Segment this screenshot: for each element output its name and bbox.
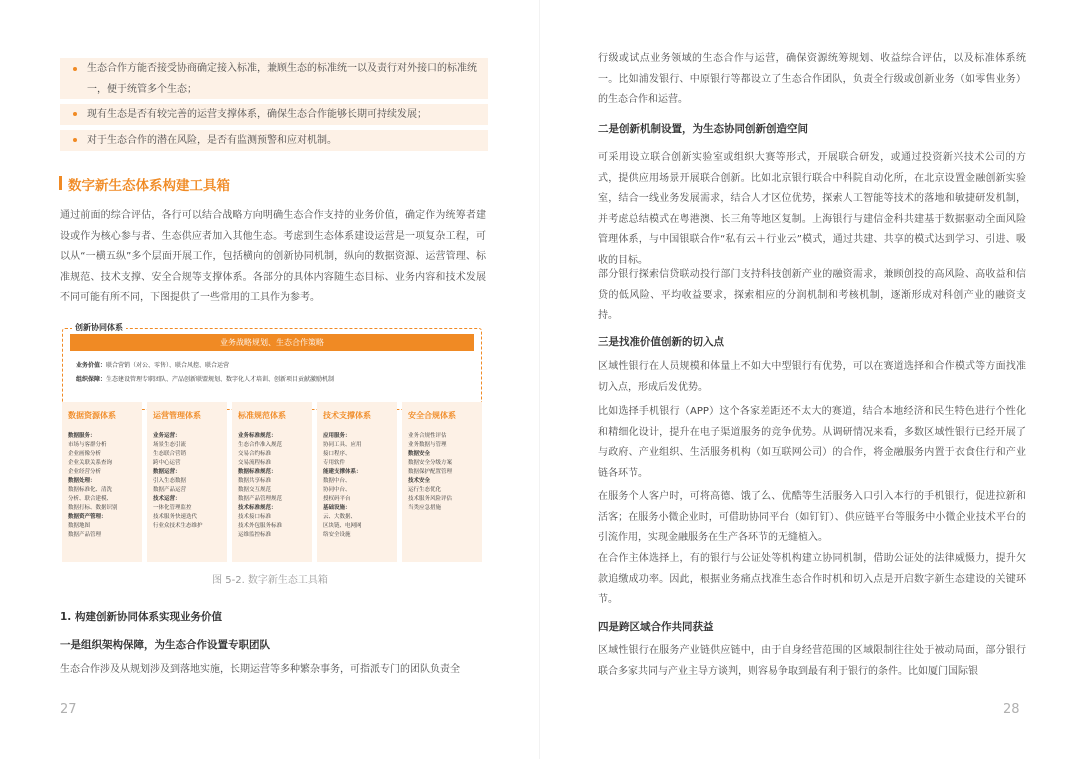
column-item: 引入生态数据 [153, 478, 187, 484]
page-number: 27 [60, 702, 77, 717]
body-paragraph: 在合作主体选择上，有的银行与公证处等机构建立协同机制，借助公证处的法律威慑力，提升欠款追缴成功率。因此，根据业务痛点找准生态合作时机和切入点是开启数字新生态建设的关键环节。 [598, 553, 1026, 605]
subsection-heading: 1. 构建创新协同体系实现业务价值 [60, 611, 222, 623]
column-item: 数据服务： [68, 433, 96, 439]
bullet-text: 现有生态是否有较完善的运营支撑体系，确保生态合作能够长期可持续发展； [87, 109, 427, 120]
column-item: 交易流程标准 [238, 460, 272, 466]
column-item: 一体化管理监控 [153, 505, 192, 511]
column-item: 数据产品运营 [153, 487, 187, 493]
body-paragraph: 区域性银行在服务产业链供应链中，由于自身经营范围的区域限制往往处于被动局面，部分银行联合多家共同与产业主导方谈判，则容易争取到最有利于银行的条件。比如厦门国际银 [598, 645, 1026, 677]
column-data-resources [62, 402, 142, 562]
column-item: 业务合规性评估 [408, 433, 447, 439]
bullet-dot-icon [73, 138, 77, 142]
column-item: 区块链、电网网 [323, 523, 362, 529]
column-item: 协同中台、 [323, 487, 351, 493]
body-paragraph: 行级或试点业务领域的生态合作与运营，确保资源统筹规划、收益综合评估，以及标准体系统一。比如浦发银行、中原银行等都设立了生态合作团队，负责全行级或创新业务（如零售业务）的生态合作和运营。 [598, 53, 1026, 105]
bullet-text: 对于生态合作的潜在风险，是否有监测预警和应对机制。 [87, 135, 337, 146]
point-heading: 二是创新机制设置，为生态协同创新创造空间 [598, 123, 808, 135]
figure-caption: 图 5-2. 数字新生态工具箱 [212, 575, 328, 586]
column-item: 能建支撑体系： [323, 469, 362, 475]
column-item: 生态合作准入规范 [238, 442, 283, 448]
toolbox-figure [62, 322, 482, 562]
point-heading: 三是找准价值创新的切入点 [598, 336, 724, 348]
bullet-dot-icon [73, 67, 77, 71]
column-item: 分析、联合建模、 [68, 496, 113, 502]
column-item: 企业经营分析 [68, 469, 102, 475]
column-items [323, 432, 362, 540]
column-item: 基础设施： [323, 505, 351, 511]
column-tech-support [317, 402, 397, 562]
column-item: 数据共享标准 [238, 478, 272, 484]
column-item: 运维监控标准 [238, 532, 272, 538]
column-item: 技术标准规范： [238, 505, 277, 511]
column-item: 数据地图 [68, 523, 91, 529]
column-item: 数据安全分级方案 [408, 460, 453, 466]
column-item: 数据打标、数据识别 [68, 505, 118, 511]
column-item: 企业关联关系查询 [68, 460, 113, 466]
page-number: 28 [1003, 702, 1020, 717]
column-title: 数据资源体系 [68, 411, 116, 420]
column-item: 行业众技术生态维护 [153, 523, 203, 529]
column-item: 业务运营： [153, 433, 181, 439]
column-items [238, 432, 282, 540]
column-item: 技术接口标准 [238, 514, 272, 520]
org-support-line: 组织保障：生态建设管理专职团队、产品创新联盟规划、数字化人才培训、创新项目贡献激励机制 [76, 376, 335, 383]
column-item: 业务标准规范： [238, 433, 277, 439]
column-item: 络安全设施 [323, 532, 351, 538]
column-item: 专用软件 [323, 460, 346, 466]
bullet-item [60, 130, 488, 151]
column-item: 跨中心运营 [153, 460, 181, 466]
right-page [540, 0, 1080, 759]
strategy-bar: 业务战略规划、生态合作策略 [70, 334, 474, 351]
column-item: 接口程序、 [323, 451, 351, 457]
body-paragraph: 区域性银行在人员规模和体量上不如大中型银行有优势，可以在赛道选择和合作模式等方面找准切入点，形成后发优势。 [598, 361, 1026, 393]
column-item: 运行生态优化 [408, 487, 442, 493]
body-paragraph: 部分银行探索信贷联动投行部门支持科技创新产业的融资需求，兼顾创投的高风险、高收益和信贷的低风险、平均收益要求，探索相应的分润机制和考核机制，逐渐形成对科创产业的融资支持。 [598, 269, 1026, 321]
column-items [408, 432, 452, 513]
body-paragraph: 在服务个人客户时，可将高德、饿了么、优酷等生活服务入口引入本行的手机银行，促进拉新和活客；在服务小微企业时，可借助协同平台（如钉钉）、供应链平台等服务中小微企业技术平台的引流作用，实现金融服务在生产各环节的无缝植入。 [598, 491, 1026, 543]
column-item: 数据保护配置管理 [408, 469, 453, 475]
column-item: 技术服务风险评估 [408, 496, 453, 502]
column-item: 数据标准化、清洗 [68, 487, 113, 493]
column-item: 数据处理： [68, 478, 96, 484]
column-operations [147, 402, 227, 562]
column-item: 技术服务快速迭代 [153, 514, 198, 520]
point-heading: 四是跨区域合作共同获益 [598, 621, 714, 633]
column-item: 生态联合营销 [153, 451, 187, 457]
column-item: 数据安全 [408, 451, 431, 457]
intro-paragraph: 通过前面的综合评估，各行可以结合战略方向明确生态合作支持的业务价值，确定作为统筹者建设或作为核心参与者、生态供应者加入其他生态。考虑到生态体系建设运营是一项复杂工程，可以从“一横五纵”多个层面开展工作，包括横向的创新协同机制，纵向的数据资源、运营管理、标准规范、技术支撑、安全合规等支撑体系。各部分的具体内容随生态目标、业务内容和技术发展不同可能有所不同，下图提供了一些常用的工具作为参考。 [60, 210, 486, 303]
column-title: 标准规范体系 [238, 411, 286, 420]
bullet-dot-icon [73, 112, 77, 116]
section-title: 数字新生态体系构建工具箱 [68, 178, 230, 194]
column-item: 数据运营： [153, 469, 181, 475]
business-value-line: 业务价值：联合营销（对公、零售）、联合风控、联合运营 [76, 362, 230, 369]
point-heading: 一是组织架构保障，为生态合作设置专职团队 [60, 639, 270, 651]
column-security [402, 402, 482, 562]
innovation-frame-label: 创新协同体系 [72, 322, 126, 333]
column-item: 数据交互规范 [238, 487, 272, 493]
column-item: 场景生态引流 [153, 442, 187, 448]
bullet-item [60, 104, 488, 125]
column-item: 业务数据与管理 [408, 442, 447, 448]
body-paragraph: 比如选择手机银行（APP）这个各家差距还不太大的赛道，结合本地经济和民生特色进行个性化和精细化设计，提升在电子渠道服务的竞争优势。从调研情况来看，多数区域性银行已经开展了与政府、产业组织、生活服务机构（如互联网公司）的合作，将金融服务内置于衣食住行和产业链各环节。 [598, 406, 1026, 479]
column-standards [232, 402, 312, 562]
column-title: 技术支撑体系 [323, 411, 371, 420]
column-items [68, 432, 118, 540]
column-item: 当类应急措施 [408, 505, 442, 511]
bullet-text: 生态合作方能否接受协商确定接入标准，兼顾生态的标准统一以及责行对外接口的标准统一，便于统管多个生态； [87, 63, 477, 95]
column-items [153, 432, 203, 531]
column-item: 数据产品管理 [68, 532, 102, 538]
column-item: 应用服务： [323, 433, 351, 439]
column-item: 授权码平台 [323, 496, 351, 502]
column-item: 协同工具、应用 [323, 442, 362, 448]
column-item: 数据标准规范： [238, 469, 277, 475]
column-item: 技术运营： [153, 496, 181, 502]
column-item: 数据资产管理： [68, 514, 107, 520]
body-paragraph: 生态合作涉及从规划涉及到落地实施，长期运营等多种繁杂事务，可指派专门的团队负责全 [60, 664, 460, 675]
column-title: 运营管理体系 [153, 411, 201, 420]
column-item: 数据产品管理规范 [238, 496, 283, 502]
column-item: 企业画像分析 [68, 451, 102, 457]
column-item: 云、大数据、 [323, 514, 357, 520]
column-item: 交易合约标准 [238, 451, 272, 457]
column-item: 数据中台、 [323, 478, 351, 484]
bullet-item [60, 58, 488, 99]
body-paragraph: 可采用设立联合创新实验室或组织大赛等形式，开展联合研发，或通过投资新兴技术公司的方式，提供应用场景开展联合创新。比如北京银行联合中科院自动化所，在北京设置金融创新实验室，结合一线业务发展需求，结合人才区位优势，探索人工智能等技术的落地和敏捷研发机制，并考虑总结模式在粤港澳、长三角等地区复制。上海银行与建信金科共建基于数据驱动全面风险管理体系，与中国银联合作“私有云＋行业云”模式，通过共建、共享的模式达到学习、引进、吸收的目标。 [598, 152, 1026, 266]
column-item: 技术外包服务标准 [238, 523, 283, 529]
column-item: 市场与客群分析 [68, 442, 107, 448]
column-title: 安全合规体系 [408, 411, 456, 420]
column-item: 技术安全 [408, 478, 431, 484]
